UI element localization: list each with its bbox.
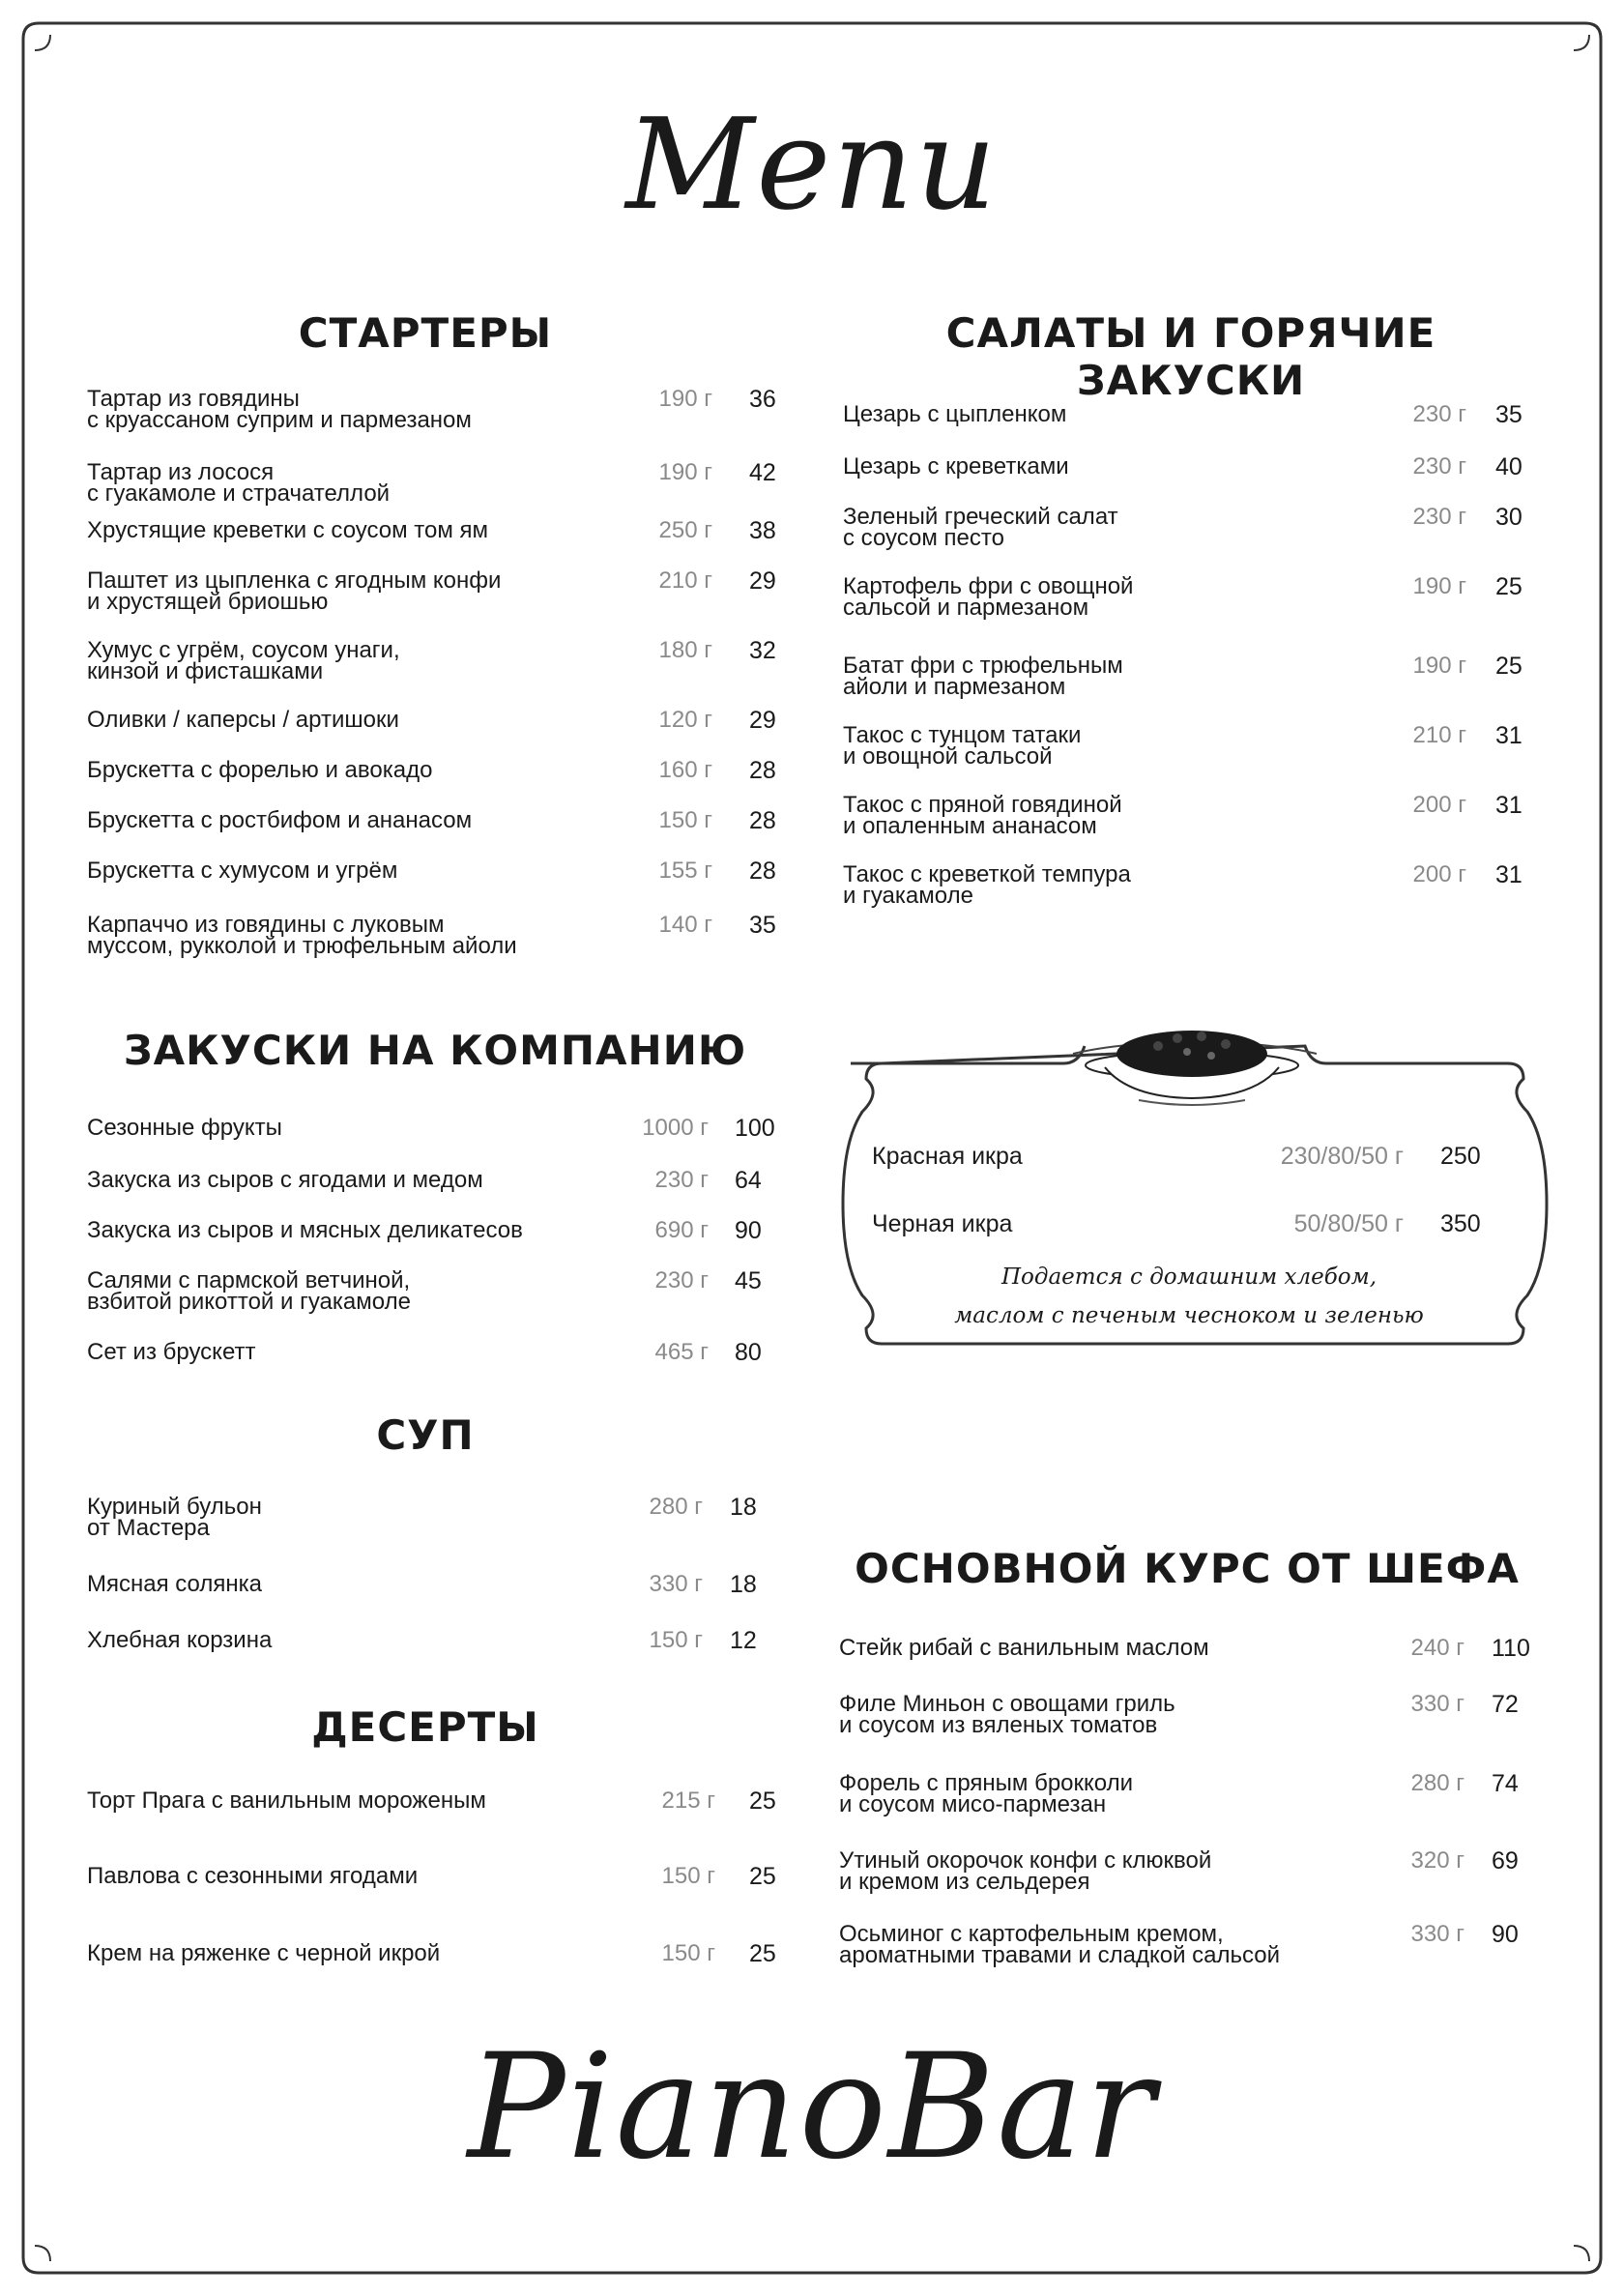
- item-price: 42: [749, 459, 776, 486]
- item-weight: 190 г: [1412, 573, 1466, 599]
- caviar-black-price: 350: [1440, 1210, 1481, 1237]
- item-name: Филе Миньон с овощами гриль и соусом из вяленых томатов: [839, 1691, 1175, 1738]
- salads-section: [843, 309, 1539, 909]
- starters-section: [87, 309, 793, 967]
- item-weight: 190 г: [658, 459, 712, 485]
- item-name: Стейк рибай с ванильным маслом: [839, 1635, 1209, 1661]
- item-price: 29: [749, 567, 776, 595]
- item-name: Торт Прага с ванильным мороженым: [87, 1787, 486, 1814]
- item-weight: 330 г: [1410, 1921, 1464, 1947]
- item-name: Куриный бульон от Мастера: [87, 1494, 262, 1541]
- item-weight: 250 г: [658, 517, 712, 543]
- starters-title: СТАРТЕРЫ: [298, 309, 553, 357]
- item-weight: 200 г: [1412, 861, 1466, 887]
- item-weight: 120 г: [658, 707, 712, 733]
- item-weight: 150 г: [658, 807, 712, 833]
- salads-title: САЛАТЫ И ГОРЯЧИЕ ЗАКУСКИ: [945, 309, 1436, 404]
- item-name: Такос с тунцом татаки и овощной сальсой: [843, 722, 1082, 770]
- company-title: ЗАКУСКИ НА КОМПАНИЮ: [123, 1027, 747, 1074]
- item-price: 45: [735, 1267, 762, 1294]
- item-weight: 320 г: [1410, 1847, 1464, 1874]
- item-price: 90: [735, 1217, 762, 1244]
- item-weight: 230 г: [1412, 453, 1466, 480]
- item-price: 69: [1492, 1847, 1519, 1875]
- item-name: Паштет из цыпленка с ягодным конфи и хрустящей бриошью: [87, 567, 502, 615]
- item-price: 72: [1492, 1691, 1519, 1718]
- item-price: 29: [749, 707, 776, 734]
- item-name: Тартар из лосося с гуакамоле и страчателлой: [87, 459, 391, 507]
- caviar-note-line2: маслом с печеным чесноком и зеленью: [954, 1303, 1424, 1328]
- item-name: Закуска из сыров и мясных деликатесов: [87, 1217, 523, 1243]
- desserts-section: [87, 1703, 802, 1993]
- item-weight: 210 г: [1412, 722, 1466, 748]
- item-name: Мясная солянка: [87, 1571, 262, 1597]
- item-name: Такос с пряной говядиной и опаленным ананасом: [843, 792, 1122, 839]
- item-weight: 210 г: [658, 567, 712, 594]
- caviar-card: [831, 1005, 1558, 1363]
- caviar-black-name: Черная икра: [872, 1210, 1013, 1237]
- item-weight: 330 г: [649, 1571, 703, 1597]
- item-weight: 215 г: [661, 1787, 715, 1814]
- item-price: 25: [749, 1787, 776, 1815]
- item-name: Форель с пряным брокколи и соусом мисо-пармезан: [839, 1770, 1134, 1817]
- item-weight: 155 г: [658, 857, 712, 884]
- item-name: Хумус с угрём, соусом унаги, кинзой и фисташками: [87, 637, 400, 684]
- item-name: Осьминог с картофельным кремом, ароматными травами и сладкой сальсой: [839, 1921, 1281, 1968]
- item-name: Тартар из говядины с круассаном суприм и пармезаном: [87, 386, 472, 433]
- item-price: 31: [1495, 861, 1522, 888]
- caviar-bowl-icon: [1071, 1005, 1313, 1112]
- item-price: 30: [1495, 504, 1522, 531]
- item-weight: 150 г: [661, 1863, 715, 1889]
- item-name: Карпаччо из говядины с луковым муссом, рукколой и трюфельным айоли: [87, 912, 517, 959]
- item-price: 74: [1492, 1770, 1519, 1797]
- item-weight: 140 г: [658, 912, 712, 938]
- item-weight: 150 г: [649, 1627, 703, 1653]
- item-name: Зеленый греческий салат с соусом песто: [843, 504, 1118, 551]
- item-name: Оливки / каперсы / артишоки: [87, 707, 399, 733]
- soup-section: [87, 1411, 802, 1663]
- item-price: 35: [749, 912, 776, 939]
- caviar-red-name: Красная икра: [872, 1143, 1023, 1170]
- item-name: Брускетта с хумусом и угрём: [87, 857, 398, 884]
- item-price: 31: [1495, 792, 1522, 819]
- item-price: 25: [1495, 653, 1522, 680]
- main-title: ОСНОВНОЙ КУРС ОТ ШЕФА: [855, 1545, 1520, 1592]
- item-name: Сет из брускетт: [87, 1339, 256, 1365]
- item-price: 90: [1492, 1921, 1519, 1948]
- item-weight: 230 г: [1412, 401, 1466, 427]
- item-price: 18: [730, 1571, 757, 1598]
- item-price: 32: [749, 637, 776, 664]
- item-name: Утиный окорочок конфи с клюквой и кремом из сельдерея: [839, 1847, 1212, 1895]
- item-price: 110: [1492, 1635, 1530, 1662]
- item-weight: 230 г: [654, 1267, 709, 1293]
- item-weight: 1000 г: [642, 1115, 709, 1141]
- item-price: 25: [749, 1940, 776, 1967]
- item-price: 35: [1495, 401, 1522, 428]
- item-weight: 190 г: [658, 386, 712, 412]
- item-price: 25: [1495, 573, 1522, 600]
- item-price: 100: [735, 1115, 775, 1142]
- item-name: Павлова с сезонными ягодами: [87, 1863, 419, 1889]
- item-weight: 230 г: [1412, 504, 1466, 530]
- item-name: Брускетта с форелью и авокадо: [87, 757, 433, 783]
- caviar-black-weight: 50/80/50 г: [1293, 1210, 1404, 1237]
- desserts-title: ДЕСЕРТЫ: [311, 1703, 539, 1751]
- soup-title: СУП: [376, 1411, 475, 1459]
- item-name: Хлебная корзина: [87, 1627, 273, 1653]
- item-price: 28: [749, 857, 776, 885]
- caviar-red-price: 250: [1440, 1143, 1481, 1170]
- item-weight: 230 г: [654, 1167, 709, 1193]
- item-name: Картофель фри с овощной сальсой и пармезаном: [843, 573, 1134, 621]
- item-weight: 150 г: [661, 1940, 715, 1966]
- item-price: 38: [749, 517, 776, 544]
- item-price: 28: [749, 757, 776, 784]
- item-name: Цезарь с креветками: [843, 453, 1069, 480]
- item-price: 18: [730, 1494, 757, 1521]
- item-price: 64: [735, 1167, 762, 1194]
- item-name: Хрустящие креветки с соусом том ям: [87, 517, 489, 543]
- item-weight: 180 г: [658, 637, 712, 663]
- item-price: 31: [1495, 722, 1522, 749]
- item-weight: 330 г: [1410, 1691, 1464, 1717]
- item-name: Сезонные фрукты: [87, 1115, 282, 1141]
- item-name: Крем на ряженке с черной икрой: [87, 1940, 441, 1966]
- item-name: Брускетта с ростбифом и ананасом: [87, 807, 473, 833]
- item-name: Салями с пармской ветчиной, взбитой рикоттой и гуакамоле: [87, 1267, 411, 1315]
- caviar-note-line1: Подается с домашним хлебом,: [1000, 1264, 1378, 1290]
- menu-title: Menu: [625, 91, 999, 238]
- item-price: 25: [749, 1863, 776, 1890]
- caviar-red-weight: 230/80/50 г: [1280, 1143, 1404, 1170]
- main-section: [839, 1545, 1554, 1990]
- item-weight: 280 г: [649, 1494, 703, 1520]
- item-weight: 465 г: [654, 1339, 709, 1365]
- item-price: 40: [1495, 453, 1522, 480]
- company-section: [87, 1027, 802, 1375]
- item-weight: 690 г: [654, 1217, 709, 1243]
- item-name: Батат фри с трюфельным айоли и пармезаном: [843, 653, 1123, 700]
- item-price: 80: [735, 1339, 762, 1366]
- item-weight: 200 г: [1412, 792, 1466, 818]
- item-price: 12: [730, 1627, 757, 1654]
- item-weight: 160 г: [658, 757, 712, 783]
- item-price: 36: [749, 386, 776, 413]
- item-weight: 190 г: [1412, 653, 1466, 679]
- item-weight: 280 г: [1410, 1770, 1464, 1796]
- item-name: Закуска из сыров с ягодами и медом: [87, 1167, 483, 1193]
- brand-logo: PianoBar: [467, 2023, 1157, 2192]
- item-weight: 240 г: [1410, 1635, 1464, 1661]
- item-price: 28: [749, 807, 776, 834]
- item-name: Такос с креветкой темпура и гуакамоле: [843, 861, 1131, 909]
- item-name: Цезарь с цыпленком: [843, 401, 1067, 427]
